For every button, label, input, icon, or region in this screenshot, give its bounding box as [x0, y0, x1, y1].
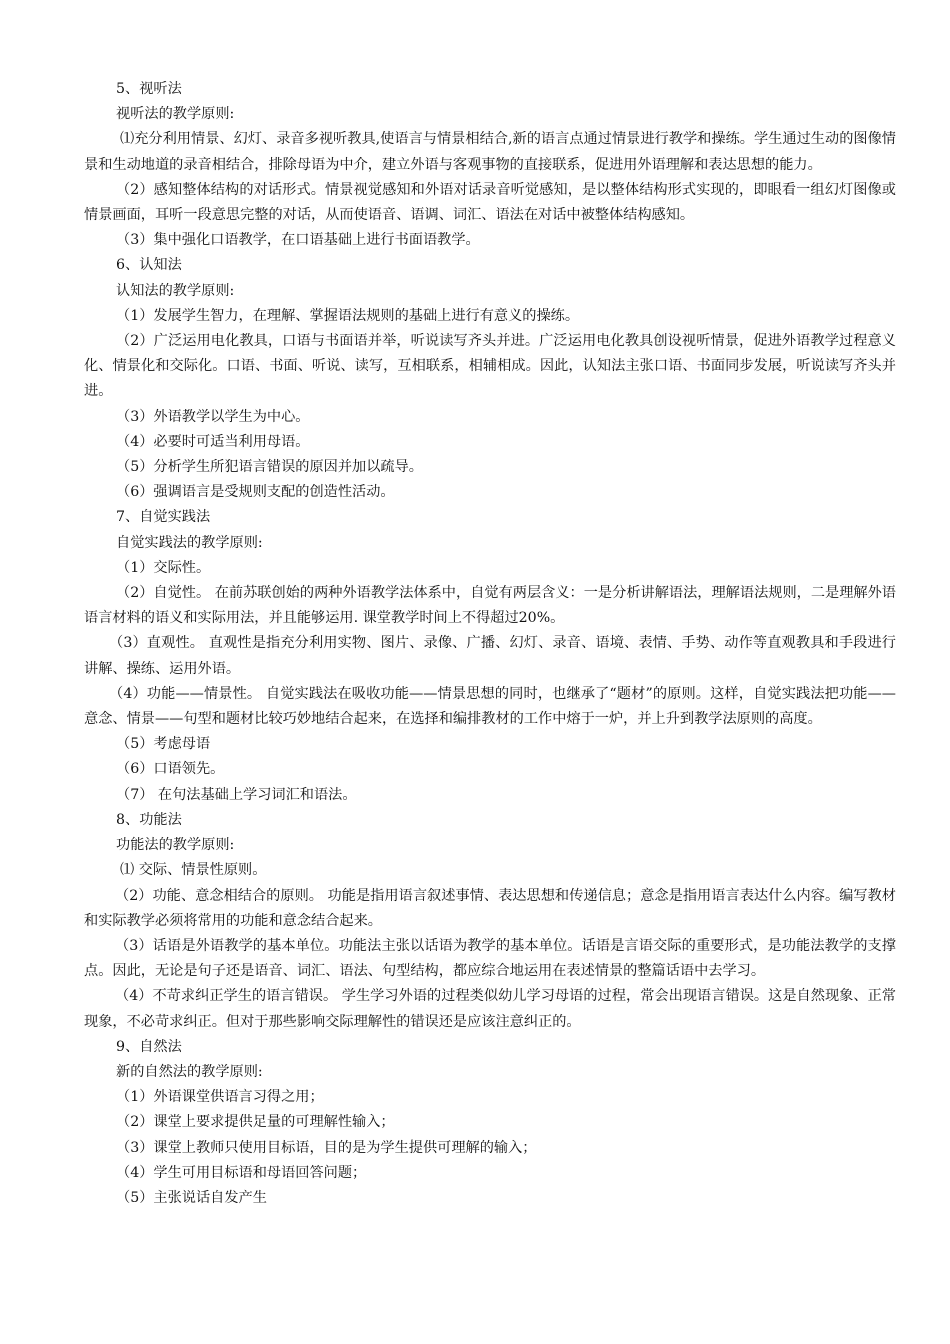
- paragraph: （3）集中强化口语教学，在口语基础上进行书面语教学。: [116, 232, 480, 249]
- paragraph: （3）直观性。 直观性是指充分利用实物、图片、录像、广播、幻灯、录音、语境、表情、手势、动作等直观教具和手段进行讲解、操练、运用外语。: [84, 635, 896, 677]
- paragraph: （3）外语教学以学生为中心。: [116, 408, 310, 425]
- paragraph: 认知法的教学原则:: [116, 282, 235, 299]
- paragraph: （4）学生可用目标语和母语回答问题；: [116, 1164, 367, 1181]
- paragraph: 自觉实践法的教学原则:: [116, 534, 263, 551]
- paragraph: 8、功能法: [116, 811, 182, 828]
- paragraph: 5、视听法: [116, 81, 182, 97]
- paragraph: （2）自觉性。 在前苏联创始的两种外语教学法体系中，自觉有两层含义：一是分析讲解语法，理解语法规则，二是理解外语语言材料的语义和实际用法，并且能够运用. 课堂教学时间上不得超过20%。: [84, 585, 896, 627]
- paragraph: （1）交际性。: [116, 559, 211, 576]
- paragraph: 视听法的教学原则:: [116, 106, 235, 123]
- paragraph: （1）外语课堂供语言习得之用；: [116, 1089, 324, 1106]
- paragraph: 7、自觉实践法: [116, 509, 211, 526]
- paragraph: ⑴ 交际、情景性原则。: [120, 862, 267, 879]
- paragraph: （4）必要时可适当利用母语。: [116, 433, 310, 450]
- paragraph: （4）功能——情景性。 自觉实践法在吸收功能——情景思想的同时，也继承了“题材”的原则。这样，自觉实践法把功能——意念、情景——句型和题材比较巧妙地结合起来，在选择和编排教材的工作中熔于一炉，并上升到教学法原则的高度。: [84, 685, 896, 728]
- paragraph: （2）广泛运用电化教具，口语与书面语并举，听说读写齐头并进。广泛运用电化教具创设视听情景，促进外语教学过程意义化、情景化和交际化。口语、书面、听说、读写，互相联系，相辅相成。因此，认知法主张口语、书面同步发展，听说读写齐头并进。: [84, 333, 896, 400]
- paragraph: （3）课堂上教师只使用目标语，目的是为学生提供可理解的输入；: [116, 1139, 537, 1156]
- paragraph: （5）分析学生所犯语言错误的原因并加以疏导。: [116, 459, 423, 476]
- paragraph: （1）发展学生智力，在理解、掌握语法规则的基础上进行有意义的操练。: [116, 307, 580, 324]
- paragraph: 新的自然法的教学原则:: [116, 1063, 263, 1080]
- paragraph: （7） 在句法基础上学习词汇和语法。: [116, 786, 357, 803]
- paragraph: （4）不苛求纠正学生的语言错误。 学生学习外语的过程类似幼儿学习母语的过程，常会出现语言错误。这是自然现象、正常现象，不必苛求纠正。但对于那些影响交际理解性的错误还是应该注意纠正的。: [84, 988, 896, 1030]
- paragraph: （6）口语领先。: [116, 761, 225, 778]
- paragraph: （5）主张说话自发产生: [116, 1189, 267, 1206]
- paragraph: 9、自然法: [116, 1038, 182, 1055]
- paragraph: ⑴充分利用情景、幻灯、录音多视听教具,使语言与情景相结合,新的语言点通过情景进行教学和操练。学生通过生动的图像情景和生动地道的录音相结合，排除母语为中介，建立外语与客观事物的直接联系，促进用外语理解和表达思想的能力。: [84, 131, 896, 173]
- paragraph: （2）课堂上要求提供足量的可理解性输入；: [116, 1114, 395, 1131]
- paragraph: 6、认知法: [116, 257, 182, 274]
- document-body: [84, 77, 896, 1211]
- paragraph: （2）功能、意念相结合的原则。 功能是指用语言叙述事情、表达思想和传递信息；意念是指用语言表达什么内容。编写教材和实际教学必须将常用的功能和意念结合起来。: [84, 887, 896, 929]
- paragraph: （3）话语是外语教学的基本单位。功能法主张以话语为教学的基本单位。话语是言语交际的重要形式，是功能法教学的支撑点。因此，无论是句子还是语音、词汇、语法、句型结构，都应综合地运用在表述情景的整篇话语中去学习。: [84, 937, 896, 980]
- paragraph: （6）强调语言是受规则支配的创造性活动。: [116, 484, 395, 501]
- paragraph: （2）感知整体结构的对话形式。情景视觉感知和外语对话录音听觉感知，是以整体结构形式实现的，即眼看一组幻灯图像或情景画面，耳听一段意思完整的对话，从而使语音、语调、词汇、语法在对话中被整体结构感知。: [84, 181, 896, 224]
- paragraph: （5）考虑母语: [116, 736, 211, 753]
- paragraph: 功能法的教学原则:: [116, 837, 235, 854]
